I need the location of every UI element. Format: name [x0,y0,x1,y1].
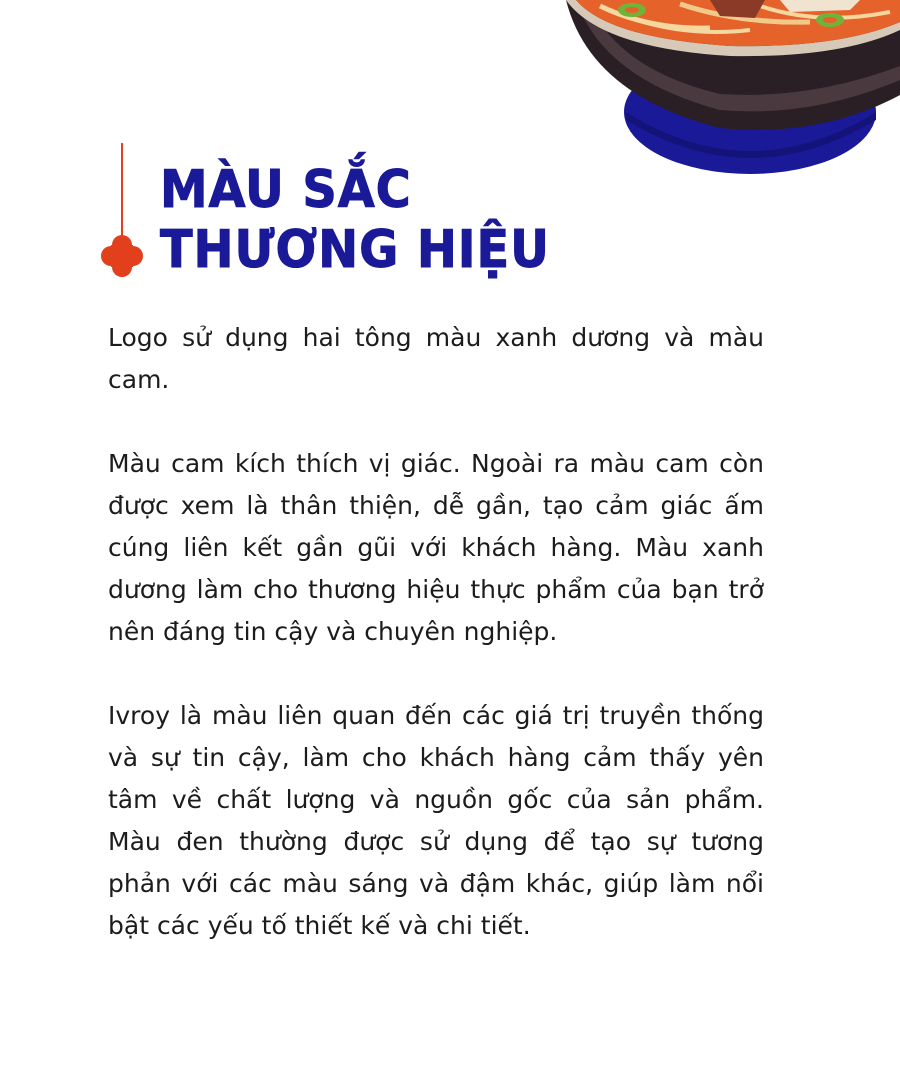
page-title [160,160,550,280]
paragraph-logo-colors: Logo sử dụng hai tông màu xanh dương và màu cam. [108,323,764,394]
page-title-line-1: MÀU SẮC [160,160,412,220]
noodle-bowl-illustration [560,0,900,180]
accent-line [121,143,123,238]
paragraph-ivory-black: Ivroy là màu liên quan đến các giá trị truyền thống và sự tin cậy, làm cho khách hàng cảm thấy yên tâm về chất lượng và nguồn gốc của sản phẩm. Màu đen thường được sử dụng để tạo sự tương phản với các màu sáng và đậm khác, giúp làm nổi bật các yếu tố thiết kế và chi tiết. [108,701,764,940]
paragraph-orange-blue: Màu cam kích thích vị giác. Ngoài ra màu cam còn được xem là thân thiện, dễ gần, tạo cảm giác ấm cúng liên kết gần gũi với khách hàng. Màu xanh dương làm cho thương hiệu thực phẩm của bạn trở nên đáng tin cậy và chuyên nghiệp. [108,449,764,646]
body-text [108,317,764,989]
page-title-line-2: THƯƠNG HIỆU [160,220,550,280]
quatrefoil-ornament-icon [100,234,144,278]
